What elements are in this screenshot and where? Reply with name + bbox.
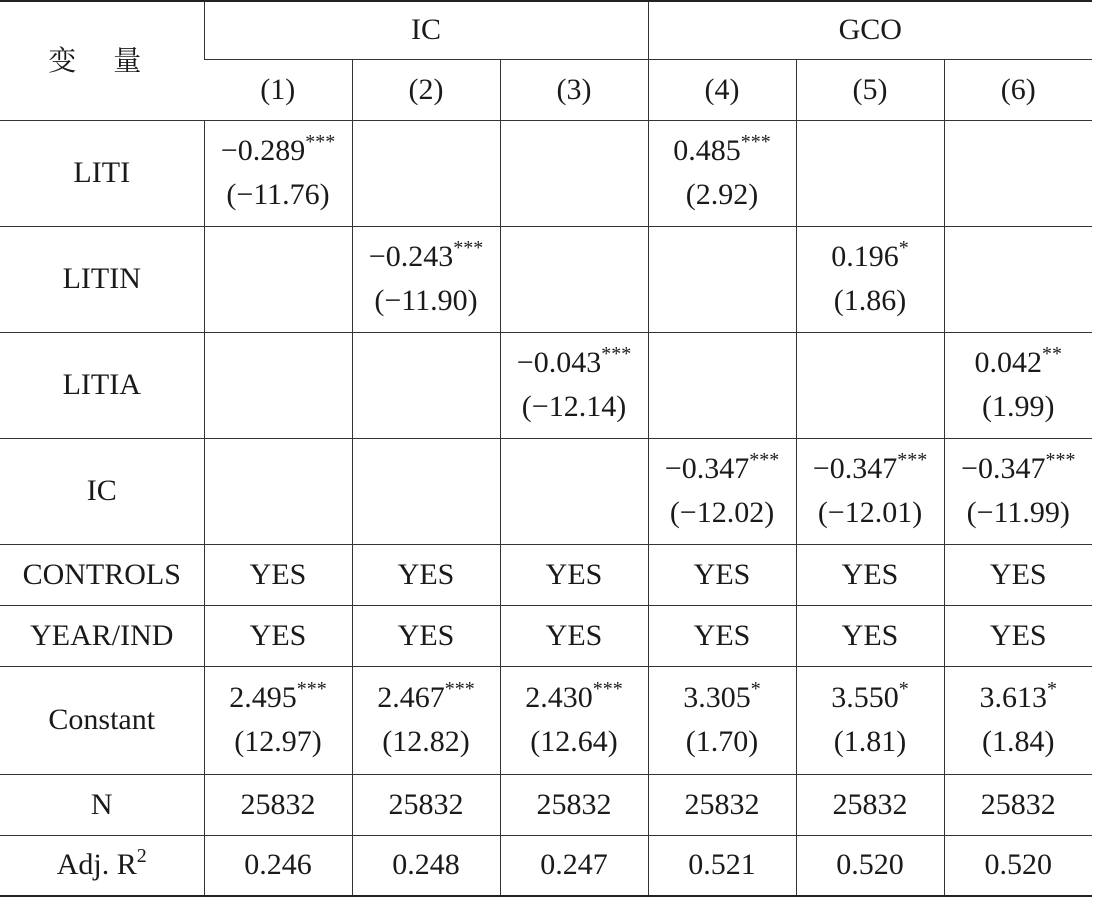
significance-stars: *** [296,678,327,700]
t-statistic: (−12.14) [521,390,627,423]
group-header-gco: GCO [648,1,1092,59]
cell-value: 0.520 [984,848,1053,882]
cell-value: 25832 [684,787,760,821]
table-cell [204,666,352,774]
significance-stars: *** [305,131,336,153]
cell-value: YES [693,618,751,652]
row-label [0,332,204,438]
cell-value: YES [249,618,307,652]
table-cell [204,120,352,226]
significance-stars: *** [749,449,780,471]
cell-value: YES [989,618,1047,652]
row-label [0,835,204,896]
coefficient-line [649,129,796,173]
t-statistic: (1.84) [982,725,1055,758]
coefficient-value: −0.347 [961,452,1046,485]
significance-stars: * [898,237,909,259]
table-cell [648,666,796,774]
row-label [0,226,204,332]
table-cell [944,774,1092,835]
coefficient-line [649,676,796,720]
row-label-text: CONTROLS [22,557,181,591]
t-statistic: (2.92) [685,178,759,211]
cell-value: 0.246 [244,848,312,882]
t-statistic: (−12.02) [669,496,775,529]
coefficient-line [205,129,352,173]
row-label [0,666,204,774]
table-cell [352,226,500,332]
table-row [0,438,1092,544]
table-cell [944,605,1092,666]
coefficient-line [797,447,944,491]
table-cell [796,835,944,896]
table-cell [500,226,648,332]
table-cell [944,835,1092,896]
table-cell [796,332,944,438]
column-header: (1) [204,59,352,120]
row-label-text: YEAR/IND [30,618,174,652]
cell-value: YES [397,557,455,591]
t-statistic: (12.97) [234,725,322,758]
column-header: (4) [648,59,796,120]
table-cell [204,835,352,896]
table-cell [204,332,352,438]
cell-value: YES [693,557,751,591]
table-cell [352,666,500,774]
row-label [0,774,204,835]
cell-value: 0.248 [392,848,460,882]
table-cell [648,438,796,544]
table-cell [796,120,944,226]
cell-value: YES [989,557,1047,591]
row-label-text: IC [86,474,117,507]
coefficient-value: 2.467 [377,681,445,714]
row-label [0,120,204,226]
table-row [0,226,1092,332]
table-cell [204,605,352,666]
row-label-text: LITIN [62,262,141,295]
significance-stars: *** [601,343,632,365]
t-statistic: (−11.99) [966,496,1070,529]
coefficient-line [797,676,944,720]
table-cell [944,544,1092,605]
header-row-groups [0,1,1092,59]
column-header: (6) [944,59,1092,120]
coefficient-line [945,447,1093,491]
table-cell [352,835,500,896]
t-statistic: (−11.90) [374,284,478,317]
significance-stars: * [750,678,761,700]
t-statistic: (−12.01) [817,496,923,529]
t-statistic: (1.99) [982,390,1055,423]
cell-value: 25832 [240,787,316,821]
table-cell [796,226,944,332]
table-cell [352,774,500,835]
table-body [0,120,1092,896]
table-cell [648,332,796,438]
table-cell [648,544,796,605]
cell-value: 0.247 [540,848,608,882]
table-row [0,774,1092,835]
table-row [0,544,1092,605]
t-statistic: (12.64) [530,725,618,758]
t-statistic: (12.82) [382,725,470,758]
table-cell [796,605,944,666]
table-cell [796,438,944,544]
cell-value: 25832 [388,787,464,821]
table-cell [500,120,648,226]
significance-stars: *** [444,678,475,700]
table-cell [352,605,500,666]
row-label [0,438,204,544]
table-cell [944,226,1092,332]
table-cell [500,332,648,438]
table-cell [204,774,352,835]
significance-stars: *** [592,678,623,700]
table-cell [500,666,648,774]
table-cell [204,544,352,605]
coefficient-line [205,676,352,720]
table-cell [648,835,796,896]
row-label [0,544,204,605]
table-cell [204,438,352,544]
column-header: (2) [352,59,500,120]
table-cell [352,438,500,544]
cell-value: 25832 [536,787,612,821]
cell-value: YES [545,557,603,591]
table-cell [796,544,944,605]
table-cell [204,226,352,332]
table-row [0,120,1092,226]
cell-value: 25832 [980,787,1056,821]
cell-value: YES [841,557,899,591]
table-cell [500,835,648,896]
table-cell [648,774,796,835]
significance-stars: *** [897,449,928,471]
coefficient-value: −0.347 [664,452,750,485]
table-cell [500,544,648,605]
table-cell [796,774,944,835]
table-cell [648,226,796,332]
table-cell [944,666,1092,774]
row-label-superscript: 2 [136,845,147,868]
row-label-text: LITI [73,156,131,189]
coefficient-value: 3.613 [979,681,1048,714]
table-row [0,332,1092,438]
column-header: (3) [500,59,648,120]
coefficient-value: 0.196 [831,240,899,273]
coefficient-line [945,341,1093,385]
table-cell [944,332,1092,438]
table-cell [648,120,796,226]
t-statistic: (1.86) [833,284,907,317]
row-label-text: LITIA [62,368,141,401]
cell-value: 0.520 [836,848,904,882]
significance-stars: *** [740,131,771,153]
coefficient-line [649,447,796,491]
coefficient-value: −0.289 [220,134,306,167]
coefficient-line [501,676,648,720]
coefficient-value: 2.495 [229,681,297,714]
row-label [0,605,204,666]
coefficient-line [353,676,500,720]
table-cell [648,605,796,666]
significance-stars: ** [1042,343,1063,365]
table-cell [500,438,648,544]
table-row [0,666,1092,774]
row-label-text: Constant [48,703,156,736]
coefficient-value: −0.347 [812,452,898,485]
coefficient-value: −0.043 [516,346,602,379]
table-row [0,835,1092,896]
table-cell [500,605,648,666]
cell-value: YES [841,618,899,652]
significance-stars: *** [453,237,484,259]
group-header-ic: IC [204,1,648,59]
table-cell [352,332,500,438]
table-cell [352,120,500,226]
table-cell [352,544,500,605]
row-label-text: Adj. R [56,848,137,882]
cell-value: 25832 [832,787,908,821]
significance-stars: * [1047,678,1058,700]
coefficient-line [501,341,648,385]
cell-value: 0.521 [688,848,756,882]
significance-stars: *** [1045,449,1076,471]
t-statistic: (1.70) [685,725,759,758]
cell-value: YES [545,618,603,652]
coefficient-value: 3.550 [831,681,899,714]
coefficient-value: −0.243 [368,240,454,273]
cell-value: YES [249,557,307,591]
t-statistic: (1.81) [833,725,907,758]
coefficient-value: 0.042 [974,346,1043,379]
column-header: (5) [796,59,944,120]
table-row [0,605,1092,666]
coefficient-value: 0.485 [673,134,741,167]
coefficient-line [353,235,500,279]
significance-stars: * [898,678,909,700]
coefficient-value: 2.430 [525,681,593,714]
t-statistic: (−11.76) [226,178,330,211]
coefficient-line [797,235,944,279]
coefficient-value: 3.305 [683,681,751,714]
cell-value: YES [397,618,455,652]
table-cell [944,120,1092,226]
table-cell [944,438,1092,544]
variable-header: 变 量 [0,1,204,120]
coefficient-line [945,676,1093,720]
table-cell [500,774,648,835]
row-label-text: N [90,787,113,821]
table-cell [796,666,944,774]
